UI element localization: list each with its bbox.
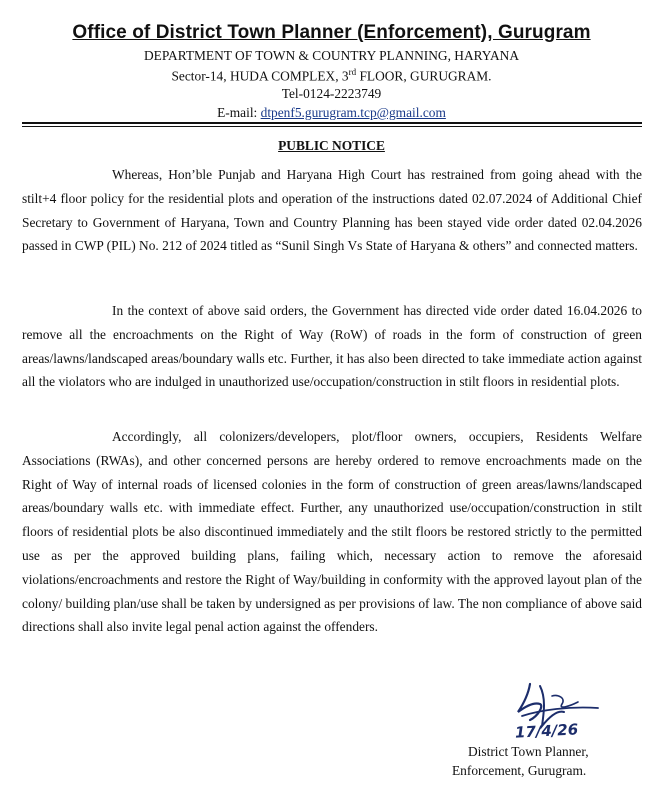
email-line <box>0 105 663 121</box>
signatory-designation: District Town Planner, <box>468 744 589 759</box>
paragraph-2: In the context of above said orders, the Government has directed vide order dated 16.04.2026 to remove all the encroachments on the Right of Way (RoW) of roads in the form of construction of green areas/lawns/landscaped areas/boundary walls etc. Further, it has also been directed to take immediate action against all the violators who are indulged in unauthorized use/occupation/construction in stilt floors in residential plots. <box>22 303 642 390</box>
paragraph-1: Whereas, Hon’ble Punjab and Haryana High Court has restrained from going ahead with the stilt+4 floor policy for the residential plots and operation of the instructions dated 02.07.2024 of Additional Chief Secretary to Government of Haryana, Town and Country Planning has been stayed vide order dated 02.04.2026 passed in CWP (PIL) No. 212 of 2024 titled as “Sunil Singh Vs State of Haryana & others” and connected matters. <box>22 167 642 254</box>
paragraph-3: Accordingly, all colonizers/developers, plot/floor owners, occupiers, Residents Welfare Associations (RWAs), and other concerned persons are hereby ordered to remove encroachments made on the Right of Way of internal roads of licensed colonies in the form of construction of green areas/lawns/landscaped areas/boundary walls etc. with immediate effect. Further, any unauthorized use/occupation/construction in stilt floors of residential plots be also discontinued immediately and the stilt floors be restored strictly to the permitted use as per the approved building plans, failing which, necessary action to remove the aforesaid violations/encroachments and restore the Right of Way/building in conformity with the approved layout plan of the colony/ building plan/use shall be taken by undersigned as per provisions of law. The non compliance of above said directions shall also invite legal penal action against the offenders. <box>22 429 642 635</box>
email-link[interactable]: dtpenf5.gurugram.tcp@gmail.com <box>260 105 446 120</box>
address-prefix: Sector-14, HUDA COMPLEX, 3 <box>171 68 349 84</box>
signatory-office: Enforcement, Gurugram. <box>452 763 587 778</box>
notice-title: PUBLIC NOTICE <box>278 138 385 153</box>
header-divider-thin <box>22 126 642 127</box>
address-rest: FLOOR, GURUGRAM. <box>356 68 492 84</box>
address-line <box>0 67 663 84</box>
department-line: DEPARTMENT OF TOWN & COUNTRY PLANNING, HARYANA <box>143 48 520 63</box>
telephone-line: Tel-0124-2223749 <box>281 86 382 101</box>
office-title: Office of District Town Planner (Enforcement), Gurugram <box>72 22 591 43</box>
email-label: E-mail: <box>217 105 261 120</box>
address-floor-suffix: rd <box>348 67 357 77</box>
signature-date: 17/4/26 <box>514 720 579 742</box>
header-divider-thick <box>22 122 642 124</box>
